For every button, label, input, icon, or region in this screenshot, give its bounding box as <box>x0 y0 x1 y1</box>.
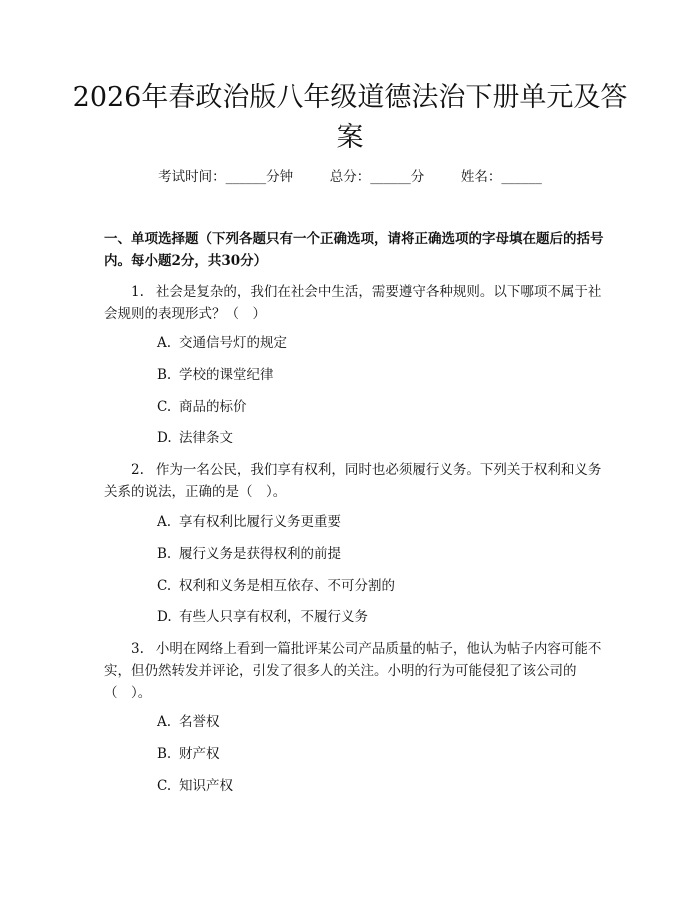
question-3-option-b <box>157 744 220 764</box>
question-1-number: 1. <box>131 284 144 300</box>
option-letter: B. <box>157 367 172 383</box>
option-text: 法律条文 <box>179 430 233 446</box>
section-heading: 一、单项选择题（下列各题只有一个正确选项，请将正确选项的字母填在题后的括号内。每小题2分，共30分） <box>104 231 604 269</box>
option-letter: B. <box>157 546 172 562</box>
question-1-option-b <box>157 365 274 385</box>
exam-meta <box>0 167 700 187</box>
question-1 <box>104 281 604 325</box>
option-text: 履行义务是获得权利的前提 <box>179 546 341 562</box>
question-1-option-d <box>157 428 233 448</box>
question-3-text: 小明在网络上看到一篇批评某公司产品质量的帖子，他认为帖子内容可能不实，但仍然转发并评论，引发了很多人的关注。小明的行为可能侵犯了该公司的（ ）。 <box>104 641 602 701</box>
question-3-number: 3. <box>131 641 144 657</box>
question-1-option-a <box>157 333 287 353</box>
option-text: 享有权利比履行义务更重要 <box>179 514 341 530</box>
question-2-option-b <box>157 544 341 564</box>
question-1-option-c <box>157 397 247 417</box>
option-text: 名誉权 <box>179 714 220 730</box>
question-1-text: 社会是复杂的，我们在社会中生活，需要遵守各种规则。以下哪项不属于社会规则的表现形式？（ ） <box>104 284 602 322</box>
time-label: 考试时间： <box>158 169 226 185</box>
time-blank: ______ <box>225 169 267 185</box>
option-letter: C. <box>157 399 172 415</box>
option-text: 商品的标价 <box>179 399 247 415</box>
option-text: 财产权 <box>179 746 220 762</box>
option-text: 学校的课堂纪律 <box>179 367 274 383</box>
score-label: 总分： <box>329 169 371 185</box>
question-3 <box>104 638 604 704</box>
document-title: 2026年春政治版八年级道德法治下册单元及答案 <box>72 82 628 153</box>
time-unit: 分钟 <box>266 169 294 185</box>
option-letter: A. <box>157 714 172 730</box>
option-text: 权利和义务是相互依存、不可分割的 <box>179 578 395 594</box>
option-letter: C. <box>157 578 172 594</box>
question-2-option-a <box>157 512 341 532</box>
name-label: 姓名： <box>460 169 502 185</box>
option-letter: D. <box>157 609 172 625</box>
name-blank: ______ <box>501 169 542 185</box>
score-unit: 分 <box>410 169 425 185</box>
question-2-option-d <box>157 607 368 627</box>
option-text: 交通信号灯的规定 <box>179 335 287 351</box>
option-letter: A. <box>157 335 172 351</box>
question-3-option-c <box>157 776 233 796</box>
option-letter: B. <box>157 746 172 762</box>
option-letter: A. <box>157 514 172 530</box>
option-text: 有些人只享有权利，不履行义务 <box>179 609 368 625</box>
question-2-text: 作为一名公民，我们享有权利，同时也必须履行义务。下列关于权利和义务关系的说法，正确的是（ ）。 <box>104 462 602 500</box>
option-letter: D. <box>157 430 172 446</box>
question-2-number: 2. <box>131 462 144 478</box>
question-2 <box>104 459 604 503</box>
question-2-option-c <box>157 576 395 596</box>
option-letter: C. <box>157 778 172 794</box>
question-3-option-a <box>157 712 220 732</box>
option-text: 知识产权 <box>179 778 233 794</box>
score-blank: ______ <box>370 169 411 185</box>
